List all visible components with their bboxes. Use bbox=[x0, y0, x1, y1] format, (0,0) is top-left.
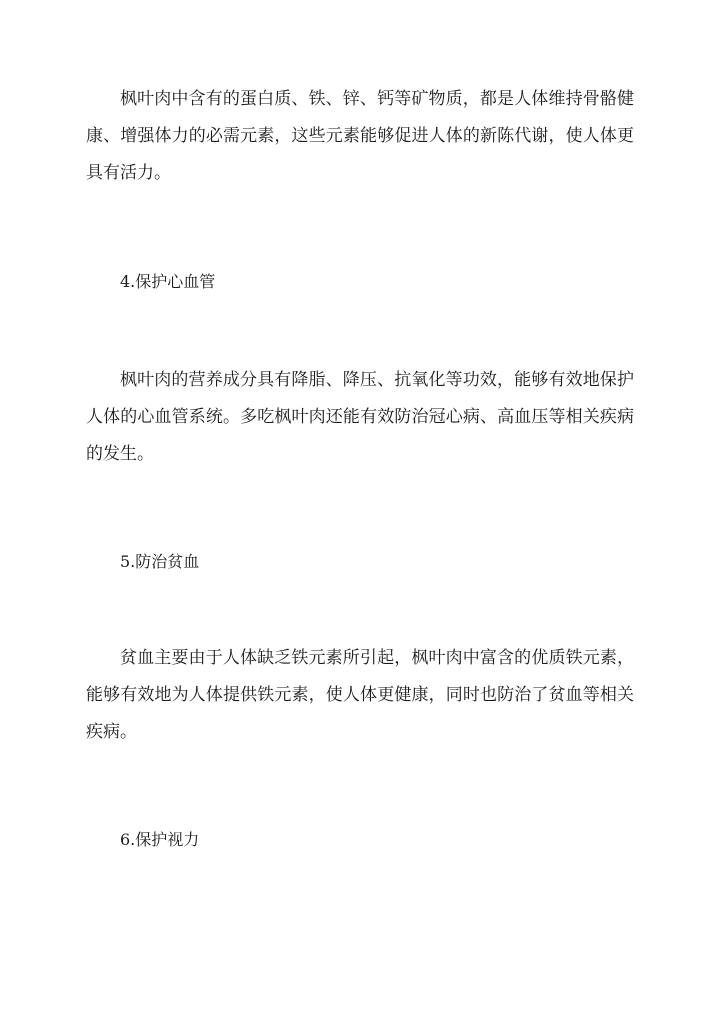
heading-protect-vision: 6.保护视力 bbox=[120, 830, 200, 849]
paragraph-anemia: 贫血主要由于人体缺乏铁元素所引起，枫叶肉中富含的优质铁元素，能够有效地为人体提供铁元素，使人体更健康，同时也防治了贫血等相关疾病。 bbox=[86, 648, 634, 742]
paragraph-cardiovascular: 枫叶肉的营养成分具有降脂、降压、抗氧化等功效，能够有效地保护人体的心血管系统。多吃枫叶肉还能有效防治冠心病、高血压等相关疾病的发生。 bbox=[86, 370, 634, 464]
heading-protect-cardiovascular: 4.保护心血管 bbox=[120, 272, 216, 291]
paragraph-minerals: 枫叶肉中含有的蛋白质、铁、锌、钙等矿物质，都是人体维持骨骼健康、增强体力的必需元素，这些元素能够促进人体的新陈代谢，使人体更具有活力。 bbox=[86, 89, 634, 183]
heading-prevent-anemia: 5.防治贫血 bbox=[120, 552, 200, 571]
